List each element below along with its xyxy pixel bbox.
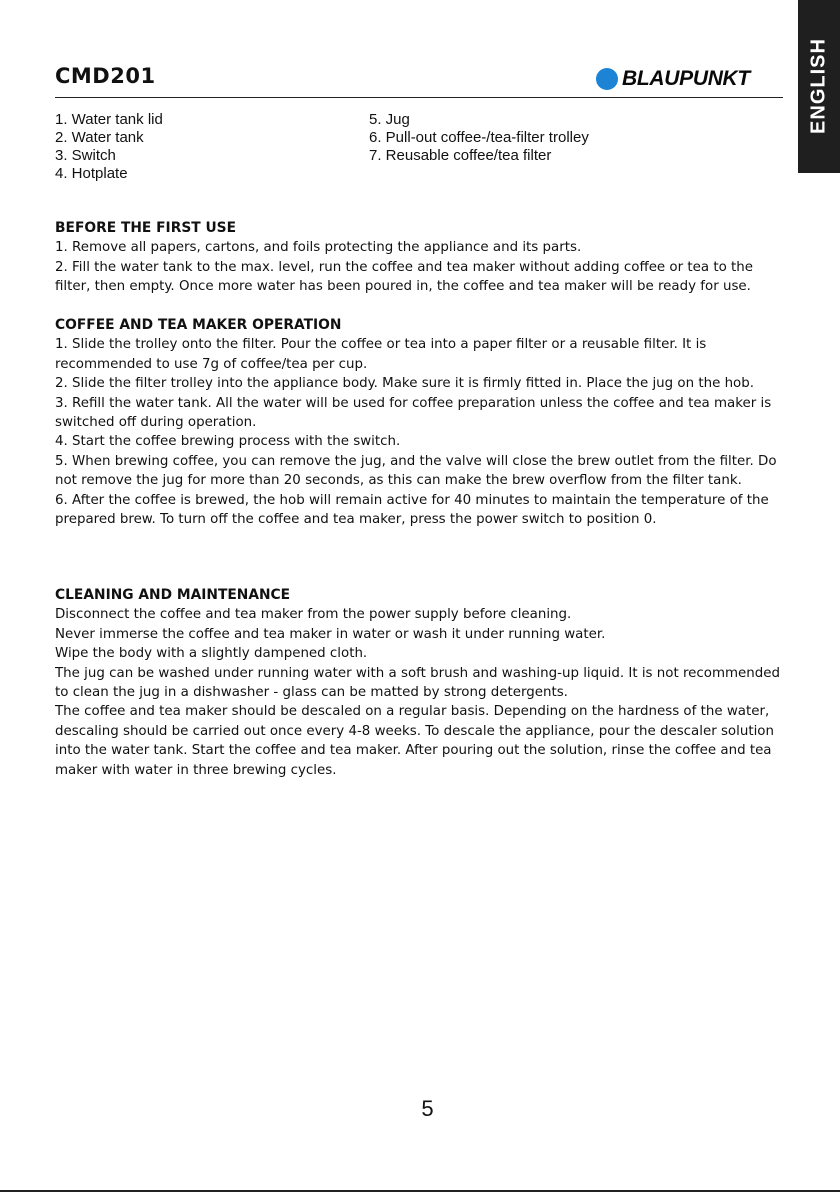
brand-dot-icon: [596, 68, 618, 90]
part-item: 4. Hotplate: [55, 165, 128, 182]
section-paragraph: 1. Slide the trolley onto the filter. Pour the coffee or tea into a paper filter or a reusable filter. It is recommended to use 7g of coffee/tea per cup.: [55, 337, 707, 372]
section-paragraph: Wipe the body with a slightly dampened cloth.: [55, 646, 368, 662]
section-paragraph: The jug can be washed under running water with a soft brush and washing-up liquid. It is not recommended to clean the jug in a dishwasher - glass can be matted by strong detergents.: [55, 665, 781, 701]
section-paragraph: The coffee and tea maker should be descaled on a regular basis. Depending on the hardness of the water, descaling should be carried out once every 4-8 weeks. To descale the appliance, pour the descaler solution into the water tank. Start the coffee and tea maker. After pouring out the solution, rinse the coffee and tea maker with water in three brewing cycles.: [55, 704, 774, 778]
part-item: 7. Reusable coffee/tea filter: [369, 147, 552, 164]
part-item: 5. Jug: [369, 111, 410, 128]
model-title: CMD201: [55, 64, 156, 88]
section-paragraph: 6. After the coffee is brewed, the hob will remain active for 40 minutes to maintain the temperature of the prepared brew. To turn off the coffee and tea maker, press the power switch to position 0.: [55, 492, 769, 528]
section-heading: CLEANING AND MAINTENANCE: [55, 587, 291, 603]
section-paragraph: 1. Remove all papers, cartons, and foils protecting the appliance and its parts.: [55, 240, 582, 256]
language-tab-label: ENGLISH: [807, 38, 830, 134]
section-heading: COFFEE AND TEA MAKER OPERATION: [55, 317, 342, 333]
part-item: 3. Switch: [55, 147, 116, 164]
section-before-first-use: [55, 219, 785, 297]
page-number: 5: [421, 1096, 434, 1121]
section-paragraph: Never immerse the coffee and tea maker in water or wash it under running water.: [55, 626, 606, 642]
part-item: 2. Water tank: [55, 129, 144, 146]
section-paragraph: 5. When brewing coffee, you can remove the jug, and the valve will close the brew outlet from the filter. Do not remove the jug for more than 20 seconds, as this can make the brew overflow from the filter tank.: [55, 453, 777, 489]
section-paragraph: 3. Refill the water tank. All the water will be used for coffee preparation unless the coffee and tea maker is switched off during operation.: [55, 395, 772, 431]
brand-logo: [596, 66, 750, 92]
language-tab: [798, 0, 840, 173]
section-operation: [55, 316, 785, 529]
header-divider: [55, 97, 783, 98]
parts-list-left: [55, 111, 163, 183]
brand-name: BLAUPUNKT: [622, 67, 750, 90]
section-cleaning: [55, 586, 785, 780]
part-item: 1. Water tank lid: [55, 111, 163, 128]
section-paragraph: 2. Slide the filter trolley into the appliance body. Make sure it is firmly fitted in. Place the jug on the hob.: [55, 376, 755, 392]
part-item: 6. Pull-out coffee-/tea-filter trolley: [369, 129, 589, 146]
section-paragraph: 4. Start the coffee brewing process with the switch.: [55, 434, 401, 450]
section-paragraph: Disconnect the coffee and tea maker from the power supply before cleaning.: [55, 607, 572, 623]
section-heading: BEFORE THE FIRST USE: [55, 220, 237, 236]
parts-list-right: [369, 111, 589, 165]
section-paragraph: 2. Fill the water tank to the max. level, run the coffee and tea maker without adding coffee or tea to the filter, then empty. Once more water has been poured in, the coffee and tea maker will be ready for use.: [55, 259, 754, 295]
